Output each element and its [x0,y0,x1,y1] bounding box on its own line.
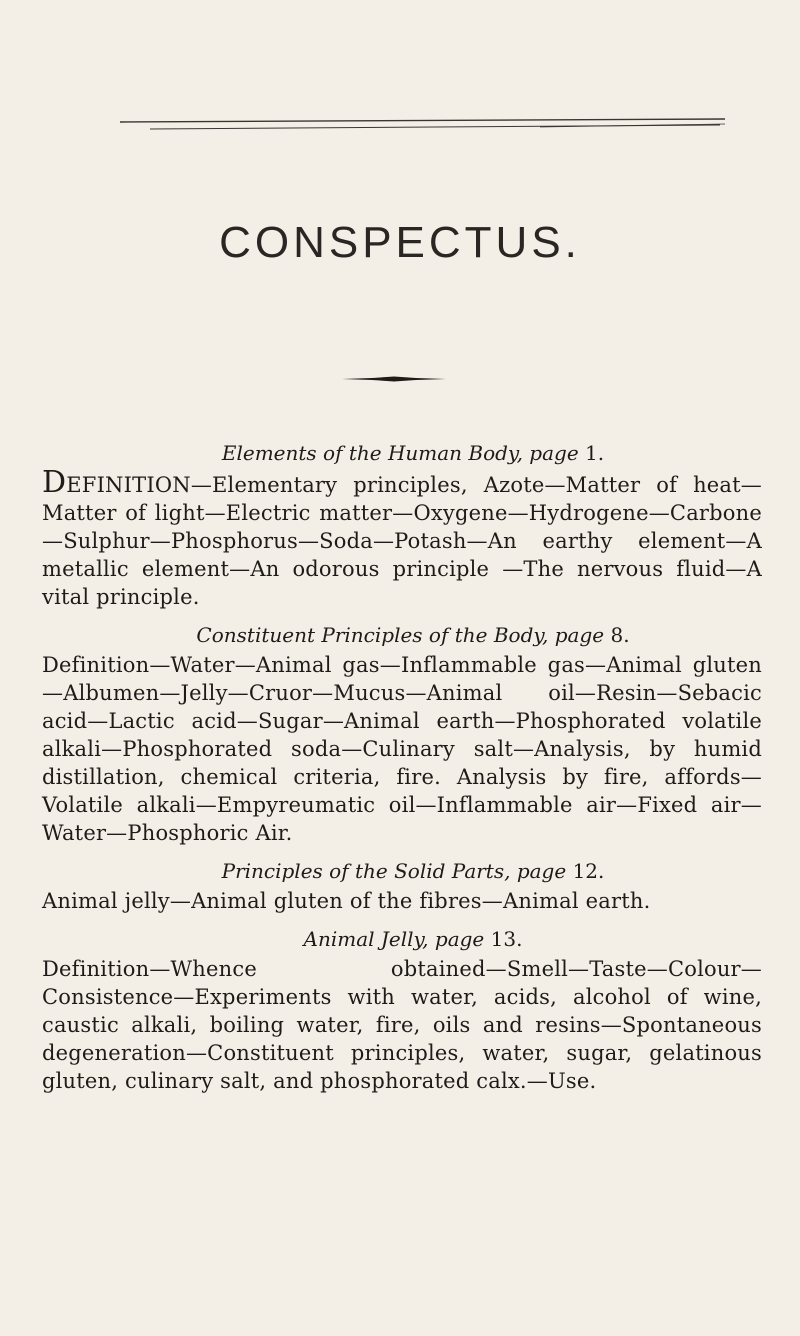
page-label: page [516,859,567,883]
section-body-constituent-principles: Definition—Water—Animal gas—Inflammable gas—Animal gluten—Albumen—Jelly—Cruor—Mucus—Animal oil—Resin—Sebacic acid—Lactic acid—Sugar—Animal earth—Phosphorated volatile alkali—Phosphorated soda—Culinary salt—Analysis, by humid distillation, chemical criteria, fire. Analysis by fire, affords—Volatile alkali—Empyreumatic oil—Inflammable air—Fixed air—Water—Phosphoric Air. [42,653,762,845]
page-number: 12. [572,859,605,883]
section-heading-solid-parts [42,855,762,887]
page-title: CONSPECTUS. [219,218,581,267]
section-heading-constituent-principles [42,619,762,651]
section-body-solid-parts: Animal jelly—Animal gluten of the fibres—Animal earth. [42,889,651,913]
page-number: 8. [610,623,630,647]
section-heading-elements [42,437,762,469]
small-caps-lead: EFINITION [66,473,191,497]
section-body-animal-jelly: Definition—Whence obtained—Smell—Taste—Colour—Consistence—Experiments with water, acids, alcohol of wine, caustic alkali, boiling water, fire, oils and resins—Spontaneous degeneration—Constituent principles, water, sugar, gelatinous gluten, culinary salt, and phosphorated calx.—Use. [42,957,762,1093]
section-heading-text: Animal Jelly, [303,927,429,951]
page-number: 1. [585,441,605,465]
ornamental-rule [342,376,446,382]
page-label: page [554,623,605,647]
section-heading-text: Elements of the Human Body, [221,441,523,465]
header-double-rule [120,118,725,134]
section-heading-text: Principles of the Solid Parts, [221,859,511,883]
section-heading-animal-jelly [42,923,762,955]
paragraph-text: —Elementary principles, Azote—Matter of heat—Matter of light—Electric matter—Oxygene—Hydrogene—Carbone—Sulphur—Phosphorus—Soda—Potash—An earthy element—A metallic element—An odorous principle —The nervous fluid—A vital principle. [42,473,762,609]
page-number: 13. [490,927,523,951]
conspectus-body [42,437,762,1103]
section-heading-text: Constituent Principles of the Body, [196,623,549,647]
section-body-elements [42,465,762,611]
page-label: page [529,441,579,465]
drop-capital: D [42,465,67,500]
page-label: page [434,927,485,951]
